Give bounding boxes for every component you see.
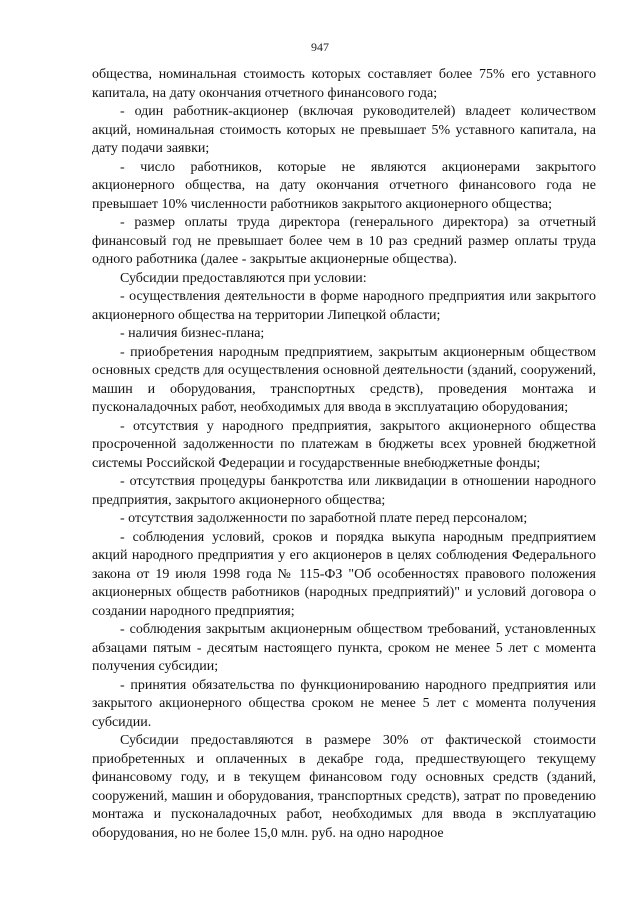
document-body — [92, 66, 596, 843]
paragraph: - приобретения народным предприятием, закрытым акционерным обществом основных средств для осуществления основной деятельности (зданий, сооружений, машин и оборудования, транспортных средств), проведения монтажа и пусконаладочных работ, необходимых для ввода в эксплуатацию оборудования; — [92, 344, 596, 415]
paragraph: - соблюдения закрытым акционерным обществом требований, установленных абзацами пятым - десятым настоящего пункта, сроком не менее 5 лет с момента получения субсидии; — [92, 622, 596, 674]
paragraph: - один работник-акционер (включая руководителей) владеет количеством акций, номинальная стоимость которых не превышает 5% уставного капитала, на дату подачи заявки; — [92, 104, 596, 156]
paragraph: - осуществления деятельности в форме народного предприятия или закрытого акционерного общества на территории Липецкой области; — [92, 289, 596, 323]
page-number: 947 — [311, 40, 329, 54]
paragraph: общества, номинальная стоимость которых составляет более 75% его уставного капитала, на дату окончания отчетного финансового года; — [92, 67, 596, 101]
paragraph: - наличия бизнес-плана; — [120, 326, 265, 341]
paragraph: Субсидии предоставляются в размере 30% от фактической стоимости приобретенных и оплаченных в декабре года, предшествующего текущему финансовому году, и в текущем финансовом году основных средств (зданий, сооружений, машин и оборудования, транспортных средств), затрат по проведению монтажа и пусконаладочных работ, необходимых для ввода в эксплуатацию оборудования, но не более 15,0 млн. руб. на одно народное — [92, 733, 596, 841]
paragraph: - отсутствия процедуры банкротства или ликвидации в отношении народного предприятия, закрытого акционерного общества; — [92, 474, 596, 508]
paragraph: - число работников, которые не являются акционерами закрытого акционерного общества, на дату окончания отчетного финансового года не превышает 10% численности работников закрытого акционерного общества; — [92, 159, 596, 212]
paragraph: - принятия обязательства по функционированию народного предприятия или закрытого акционерного общества сроком не менее 5 лет с момента получения субсидии. — [92, 677, 596, 730]
paragraph: - отсутствия задолженности по заработной плате перед персоналом; — [120, 511, 528, 526]
paragraph: - соблюдения условий, сроков и порядка выкупа народным предприятием акций народного предприятия у его акционеров в целях соблюдения Федерального закона от 19 июля 1998 года № 115-ФЗ "Об особенностях правового положения акционерных обществ работников (народных предприятий)" и условий договора о создании народного предприятия; — [92, 529, 596, 619]
paragraph: - размер оплаты труда директора (генерального директора) за отчетный финансовый год не превышает более чем в 10 раз средний размер оплаты труда одного работника (далее - закрытые акционерные общества). — [92, 215, 596, 267]
paragraph: Субсидии предоставляются при условии: — [120, 270, 367, 286]
paragraph: - отсутствия у народного предприятия, закрытого акционерного общества просроченной задолженности по платежам в бюджеты всех уровней бюджетной системы Российской Федерации и государственные внебюджетные фонды; — [92, 418, 596, 471]
